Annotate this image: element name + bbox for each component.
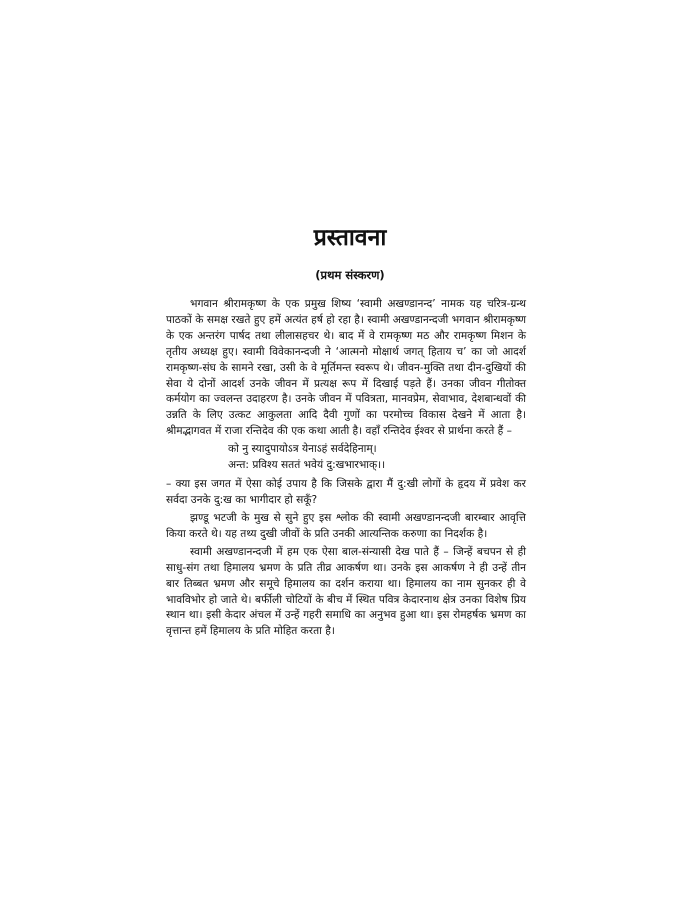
verse-line-2: अन्त: प्रविश्य सततं भवेयं दु:खभारभाक्।। bbox=[228, 458, 386, 471]
sanskrit-verse bbox=[166, 442, 526, 473]
paragraph-jhandu-bhatji: झण्डू भटजी के मुख से सुने हुए इस श्लोक की स्वामी अखण्डानन्दजी बारम्बार आवृत्ति किया करते थे। यह तथ्य दुखी जीवों के प्रति उनकी आत्यन्तिक करुणा का निदर्शक है। bbox=[166, 511, 526, 540]
paragraph-intro: भगवान श्रीरामकृष्ण के एक प्रमुख शिष्य ‘स्वामी अखण्डानन्द’ नामक यह चरित्र-ग्रन्थ पाठकों के समक्ष रखते हुए हमें अत्यंत हर्ष हो रहा है। स्वामी अखण्डानन्दजी भगवान श्रीरामकृष्ण के एक अन्तरंग पार्षद तथा लीलासहचर थे। बाद में वे रामकृष्ण मठ और रामकृष्ण मिशन के तृतीय अध्यक्ष हुए। स्वामी विवेकानन्दजी ने ‘आत्मनो मोक्षार्थ जगत् हिताय च’ का जो आदर्श रामकृष्ण-संघ के सामने रखा, उसी के वे मूर्तिमन्त स्वरूप थे। जीवन-मुक्ति तथा दीन-दुखियों की सेवा ये दोनों आदर्श उनके जीवन में प्रत्यक्ष रूप में दिखाई पड़ते हैं। उनका जीवन गीतोक्त कर्मयोग का ज्वलन्त उदाहरण है। उनके जीवन में पवित्रता, मानवप्रेम, सेवाभाव, देशबान्धवों की उन्नति के लिए उत्कट आकुलता आदि दैवी गुणों का परमोच्च विकास देखने में आता है। श्रीमद्भागवत में राजा रन्तिदेव की एक कथा आती है। वहाँ रन्तिदेव ईश्वर से प्रार्थना करते हैं – bbox=[166, 298, 526, 438]
verse-line-1: को नु स्यादुपायोऽत्र येनाऽहं सर्वदेहिनाम्। bbox=[228, 443, 377, 456]
preface-body bbox=[166, 297, 526, 642]
edition-subtitle: (प्रथम संस्करण) bbox=[315, 268, 385, 282]
paragraph-himalaya: स्वामी अखण्डानन्दजी में हम एक ऐसा बाल-संन्यासी देख पाते हैं – जिन्हें बचपन से ही साधु-संग तथा हिमालय भ्रमण के प्रति तीव्र आकर्षण था। उनके इस आकर्षण ने ही उन्हें तीन बार तिब्बत भ्रमण और समूचे हिमालय का दर्शन कराया था। हिमालय का नाम सुनकर ही वे भावविभोर हो जाते थे। बर्फीली चोटियों के बीच में स्थित पवित्र केदारनाथ क्षेत्र उनका विशेष प्रिय स्थान था। इसी केदार अंचल में उन्हें गहरी समाधि का अनुभव हुआ था। इस रोमहर्षक भ्रमण का वृत्तान्त हमें हिमालय के प्रति मोहित करता है। bbox=[166, 545, 526, 638]
paragraph-verse-meaning: – क्या इस जगत में ऐसा कोई उपाय है कि जिसके द्वारा मैं दु:खी लोगों के हृदय में प्रवेश कर सर्वदा उनके दु:ख का भागीदार हो सकूँ? bbox=[166, 478, 526, 507]
page-title: प्रस्तावना bbox=[313, 225, 387, 251]
